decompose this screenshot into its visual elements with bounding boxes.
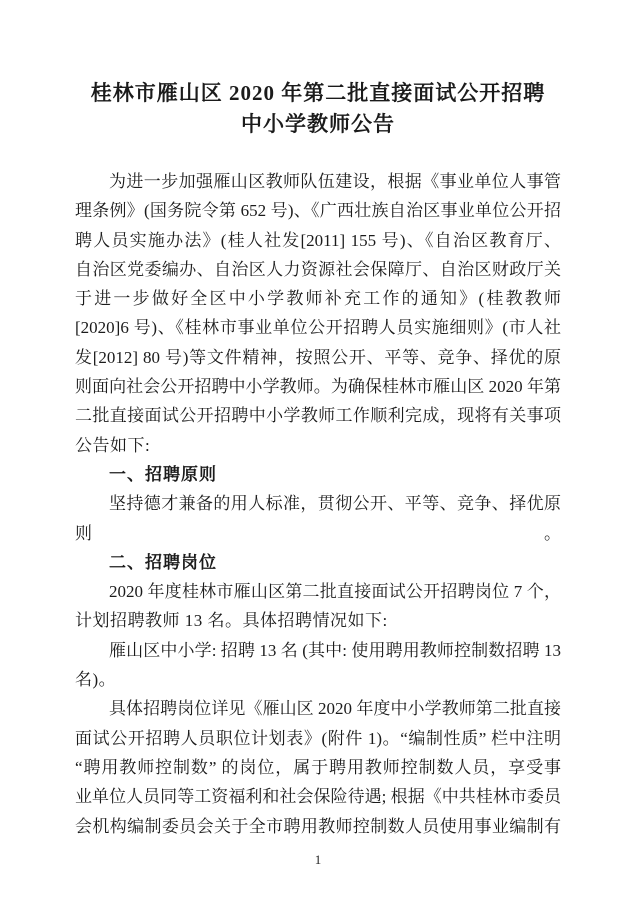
text-line: 面试公开招聘人员职位计划表》(附件 1)。“编制性质” 栏中注明 (75, 728, 561, 748)
text-line: 会机构编制委员会关于全市聘用教师控制数人员使用事业编制有 (75, 816, 561, 836)
text-line: 名)。 (75, 670, 117, 690)
text-line: 则面向社会公开招聘中小学教师。为确保桂林市雁山区 2020 年第 (75, 377, 561, 397)
title-line: 中小学教师公告 (241, 112, 395, 136)
section-heading: 一、招聘原则 (109, 464, 217, 484)
text-line: 于进一步做好全区中小学教师补充工作的通知》(桂教教师 (75, 289, 561, 309)
text-line: 聘人员实施办法》(桂人社发[2011] 155 号)、《自治区教育厅、 (75, 230, 561, 250)
page-number: 1 (314, 851, 322, 867)
document-title (0, 0, 636, 140)
text-line: 计划招聘教师 13 名。具体招聘情况如下: (75, 611, 388, 631)
text-line: “聘用教师控制数” 的岗位，属于聘用教师控制数人员，享受事 (75, 757, 561, 777)
text-line: 公告如下: (75, 435, 151, 455)
text-line: 为进一步加强雁山区教师队伍建设，根据《事业单位人事管 (109, 172, 561, 191)
section-heading: 二、招聘岗位 (109, 552, 217, 572)
text-line: 自治区党委编办、自治区人力资源社会保障厅、自治区财政厅关 (75, 259, 561, 279)
document-body (75, 167, 561, 841)
text-line: 二批直接面试公开招聘中小学教师工作顺利完成，现将有关事项 (75, 406, 561, 426)
text-line: 发[2012] 80 号)等文件精神，按照公开、平等、竞争、择优的原 (75, 347, 561, 367)
text-line: 坚持德才兼备的用人标准，贯彻公开、平等、竞争、择优原则。 (75, 494, 561, 543)
text-line: [2020]6 号)、《桂林市事业单位公开招聘人员实施细则》(市人社 (75, 318, 561, 338)
title-line: 桂林市雁山区 2020 年第二批直接面试公开招聘 (90, 81, 546, 105)
text-line: 具体招聘岗位详见《雁山区 2020 年度中小学教师第二批直接 (109, 699, 561, 719)
text-line: 2020 年度桂林市雁山区第二批直接面试公开招聘岗位 7 个， (109, 582, 561, 602)
text-line: 雁山区中小学: 招聘 13 名 (其中: 使用聘用教师控制数招聘 13 (109, 640, 561, 660)
text-line: 理条例》(国务院令第 652 号)、《广西壮族自治区事业单位公开招 (75, 201, 561, 221)
text-line: 业单位人员同等工资福利和社会保险待遇; 根据《中共桂林市委员 (75, 787, 561, 807)
